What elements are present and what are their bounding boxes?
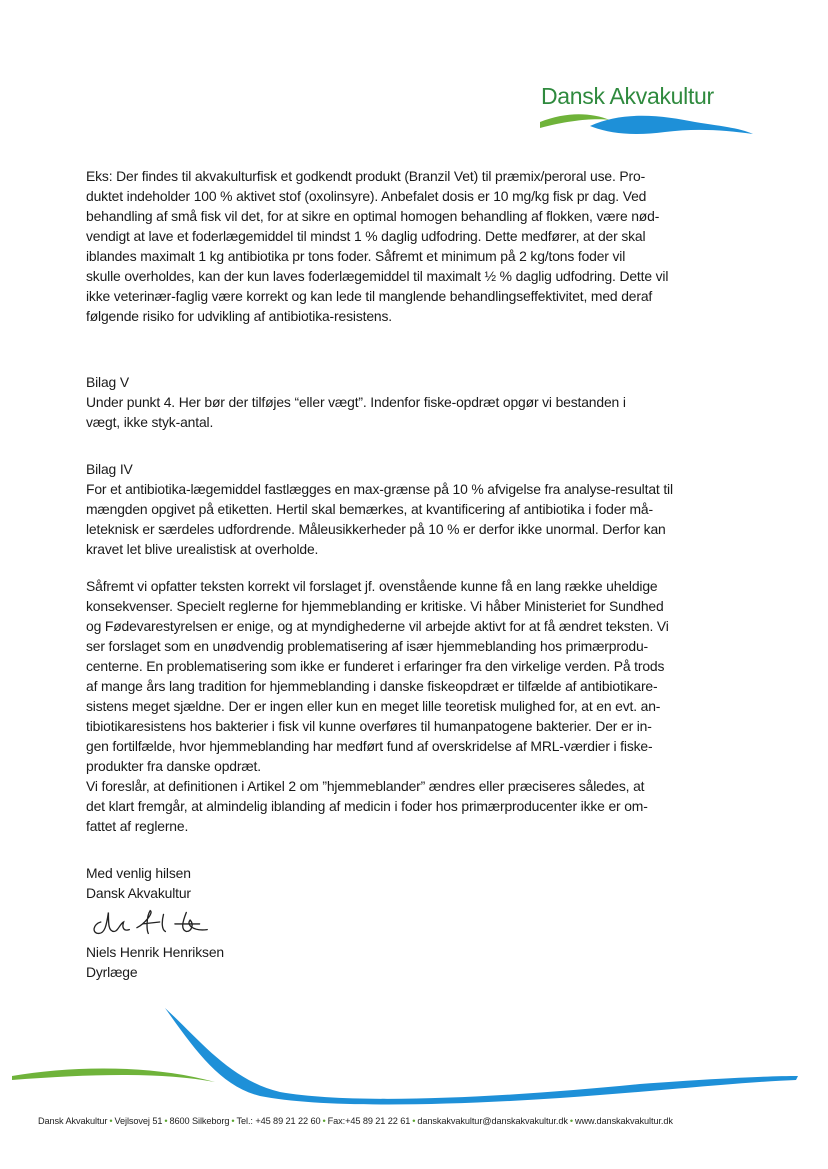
signatory-name: Niels Henrik Henriksen [86, 944, 224, 960]
paragraph-bilag-v [86, 372, 626, 432]
paragraph-bilag-iv [86, 459, 673, 559]
section-heading: Bilag V [86, 374, 129, 390]
footer-email[interactable]: danskakvakultur@danskakvakultur.dk [417, 1116, 568, 1126]
text-line: og Fødevarestyrelsen er enige, og at myndighederne vil arbejde aktivt for at få ændret teksten. Vi [86, 618, 669, 634]
text-line: konsekvenser. Specielt reglerne for hjemmeblanding er kritiske. Vi håber Ministeriet for Sundhed [86, 598, 664, 614]
logo-text: Dansk Akvakultur [541, 83, 714, 109]
signatory [86, 942, 224, 982]
text-line: Eks: Der findes til akvakulturfisk et godkendt produkt (Branzil Vet) til præmix/peroral use. Pro- [86, 168, 646, 184]
separator-dot: • [322, 1116, 326, 1126]
footer-phone: Tel.: +45 89 21 22 60 [236, 1116, 321, 1126]
text-line: ser forslaget som en unødvendig problematisering af især hjemmeblanding hos primærprodu- [86, 638, 648, 654]
logo-wave-icon [535, 108, 755, 140]
text-line: iblandes maximalt 1 kg antibiotika pr tons foder. Såfremt et minimum på 2 kg/tons foder vil [86, 248, 626, 264]
footer-website[interactable]: www.danskakvakultur.dk [574, 1116, 673, 1126]
text-line: af mange års lang tradition for hjemmeblanding i danske fiskeopdræt er tilfælde af antibiotikare- [86, 678, 658, 694]
separator-dot: • [569, 1116, 573, 1126]
separator-dot: • [231, 1116, 235, 1126]
text-line: mængden opgivet på etiketten. Hertil skal bemærkes, at kvantificering af antibiotika i foder må- [86, 501, 653, 517]
text-line: følgende risiko for udvikling af antibiotika-resistens. [86, 308, 392, 324]
text-line: Under punkt 4. Her bør der tilføjes “eller vægt”. Indenfor fiske-opdræt opgør vi bestanden i [86, 394, 626, 410]
footer-wave-icon [0, 1000, 828, 1110]
text-line: duktet indeholder 100 % aktivet stof (oxolinsyre). Anbefalet dosis er 10 mg/kg fisk pr dag. Ved [86, 188, 647, 204]
text-line: behandling af små fisk vil det, for at sikre en optimal homogen behandling af flokken, være nød- [86, 208, 660, 224]
text-line: vendigt at lave et foderlægemiddel til mindst 1 % daglig udfodring. Dette medfører, at der skal [86, 228, 646, 244]
footer-contact [38, 1116, 673, 1126]
text-line: Såfremt vi opfatter teksten korrekt vil forslaget jf. ovenstående kunne få en lang række uheldige [86, 578, 658, 594]
text-line: centerne. En problematisering som ikke er funderet i erfaringer fra den virkelige verden. På trods [86, 658, 665, 674]
paragraph-conclusion [86, 576, 669, 836]
text-line: Vi foreslår, at definitionen i Artikel 2 om ”hjemmeblander” ændres eller præciseres således, at [86, 778, 645, 794]
text-line: tibiotikaresistens hos bakterier i fisk vil kunne overføres til humanpatogene bakterier. Der er in- [86, 718, 652, 734]
text-line: vægt, ikke styk-antal. [86, 414, 214, 430]
closing [86, 863, 191, 903]
signatory-title: Dyrlæge [86, 964, 138, 980]
text-line: ikke veterinær-faglig være korrekt og kan lede til manglende behandlingseffektivitet, med deraf [86, 288, 653, 304]
separator-dot: • [164, 1116, 168, 1126]
separator-dot: • [109, 1116, 113, 1126]
text-line: sistens meget sjældne. Der er ingen eller kun en meget lille teoretisk mulighed for, at en evt. an- [86, 698, 661, 714]
closing-greeting: Med venlig hilsen [86, 865, 191, 881]
text-line: For et antibiotika-lægemiddel fastlægges en max-grænse på 10 % afvigelse fra analyse-resultat til [86, 481, 673, 497]
text-line: kravet let blive urealistisk at overholde. [86, 541, 319, 557]
text-line: produkter fra danske opdræt. [86, 758, 261, 774]
handwritten-signature [84, 903, 224, 941]
paragraph-example [86, 166, 668, 326]
footer-address: Vejlsovej 51 [114, 1116, 163, 1126]
footer-city: 8600 Silkeborg [169, 1116, 230, 1126]
section-heading: Bilag IV [86, 461, 133, 477]
text-line: det klart fremgår, at almindelig iblanding af medicin i foder hos primærproducenter ikke er om- [86, 798, 648, 814]
text-line: leteknisk er særdeles udfordrende. Måleusikkerheder på 10 % er derfor ikke unormal. Derfor kan [86, 521, 666, 537]
footer-fax: Fax:+45 89 21 22 61 [327, 1116, 411, 1126]
closing-organization: Dansk Akvakultur [86, 885, 191, 901]
text-line: fattet af reglerne. [86, 818, 189, 834]
footer-org: Dansk Akvakultur [38, 1116, 108, 1126]
text-line: gen fortilfælde, hvor hjemmeblanding har medført fund af overskridelse af MRL-værdier i fiske- [86, 738, 653, 754]
text-line: skulle overholdes, kan der kun laves foderlægemiddel til maximalt ½ % daglig udfodring. Dette vil [86, 268, 669, 284]
separator-dot: • [412, 1116, 416, 1126]
